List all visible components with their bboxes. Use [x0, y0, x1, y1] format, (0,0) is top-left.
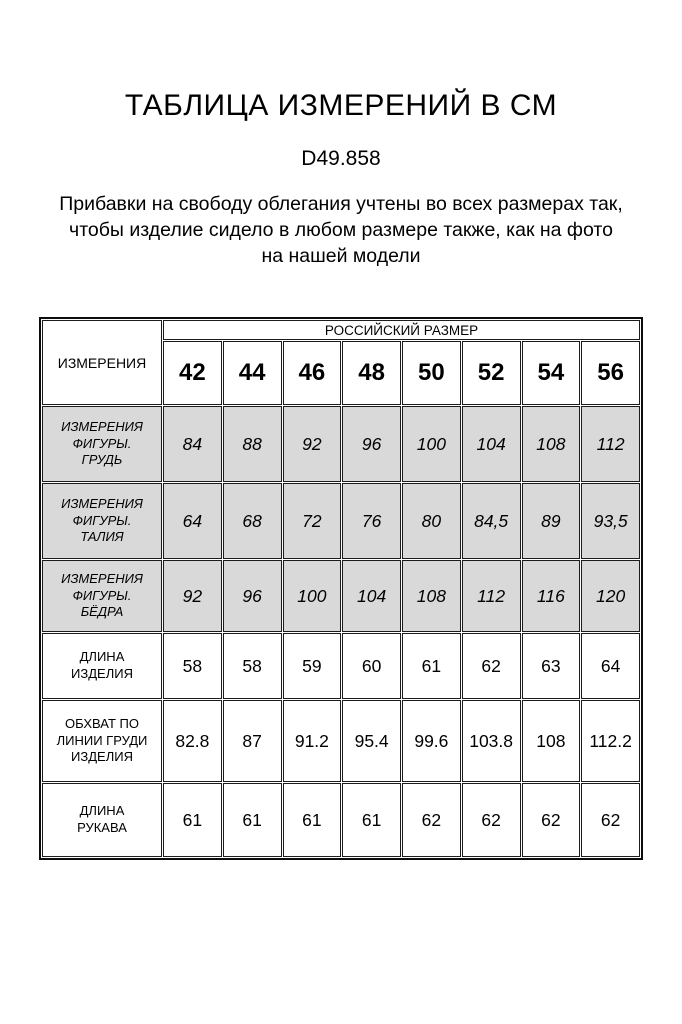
russian-size-header-cell: РОССИЙСКИЙ РАЗМЕР [163, 320, 640, 340]
value-cell: 92 [163, 560, 222, 632]
value-cell: 84 [163, 406, 222, 482]
table-row [42, 560, 640, 632]
value-cell: 108 [522, 700, 581, 782]
value-cell: 64 [163, 483, 222, 559]
value-cell: 62 [402, 783, 461, 857]
size-column-header: 42 [163, 341, 222, 405]
size-column-header: 52 [462, 341, 521, 405]
value-cell: 92 [283, 406, 342, 482]
value-cell: 120 [581, 560, 640, 632]
value-cell: 63 [522, 633, 581, 699]
table-row [42, 633, 640, 699]
value-cell: 58 [223, 633, 282, 699]
product-code: D49.858 [301, 147, 381, 170]
table-row [42, 700, 640, 782]
value-cell: 64 [581, 633, 640, 699]
row-label: ИЗМЕРЕНИЯ ФИГУРЫ. ТАЛИЯ [42, 483, 162, 559]
value-cell: 76 [342, 483, 401, 559]
value-cell: 100 [283, 560, 342, 632]
value-cell: 95.4 [342, 700, 401, 782]
size-table [39, 317, 643, 860]
fit-note-line: чтобы изделие сидело в любом размере также, как на фото [69, 219, 613, 241]
size-column-header: 50 [402, 341, 461, 405]
value-cell: 99.6 [402, 700, 461, 782]
value-cell: 61 [402, 633, 461, 699]
value-cell: 104 [342, 560, 401, 632]
value-cell: 60 [342, 633, 401, 699]
value-cell: 58 [163, 633, 222, 699]
value-cell: 59 [283, 633, 342, 699]
value-cell: 61 [223, 783, 282, 857]
value-cell: 80 [402, 483, 461, 559]
value-cell: 62 [581, 783, 640, 857]
fit-note [0, 191, 682, 269]
row-label: ИЗМЕРЕНИЯ ФИГУРЫ. ГРУДЬ [42, 406, 162, 482]
size-column-header: 46 [283, 341, 342, 405]
value-cell: 88 [223, 406, 282, 482]
value-cell: 62 [462, 633, 521, 699]
row-label: ДЛИНА РУКАВА [42, 783, 162, 857]
value-cell: 91.2 [283, 700, 342, 782]
fit-note-line: на нашей модели [261, 245, 421, 267]
value-cell: 112 [581, 406, 640, 482]
value-cell: 96 [342, 406, 401, 482]
value-cell: 62 [522, 783, 581, 857]
value-cell: 108 [402, 560, 461, 632]
table-group-header-row [42, 320, 640, 340]
table-row [42, 483, 640, 559]
value-cell: 100 [402, 406, 461, 482]
value-cell: 96 [223, 560, 282, 632]
table-row [42, 406, 640, 482]
size-column-header: 56 [581, 341, 640, 405]
value-cell: 103.8 [462, 700, 521, 782]
row-label: ДЛИНА ИЗДЕЛИЯ [42, 633, 162, 699]
value-cell: 108 [522, 406, 581, 482]
value-cell: 82.8 [163, 700, 222, 782]
value-cell: 61 [163, 783, 222, 857]
value-cell: 72 [283, 483, 342, 559]
row-label: ОБХВАТ ПО ЛИНИИ ГРУДИ ИЗДЕЛИЯ [42, 700, 162, 782]
value-cell: 68 [223, 483, 282, 559]
size-column-header: 54 [522, 341, 581, 405]
size-column-header: 48 [342, 341, 401, 405]
measurements-corner-cell: ИЗМЕРЕНИЯ [42, 320, 162, 405]
value-cell: 61 [342, 783, 401, 857]
value-cell: 84,5 [462, 483, 521, 559]
row-label: ИЗМЕРЕНИЯ ФИГУРЫ. БЁДРА [42, 560, 162, 632]
value-cell: 89 [522, 483, 581, 559]
size-column-header: 44 [223, 341, 282, 405]
value-cell: 112 [462, 560, 521, 632]
value-cell: 93,5 [581, 483, 640, 559]
value-cell: 116 [522, 560, 581, 632]
value-cell: 87 [223, 700, 282, 782]
value-cell: 104 [462, 406, 521, 482]
page-title: ТАБЛИЦА ИЗМЕРЕНИЙ В СМ [124, 89, 558, 122]
table-row [42, 783, 640, 857]
fit-note-line: Прибавки на свободу облегания учтены во всех размерах так, [59, 193, 623, 215]
value-cell: 112.2 [581, 700, 640, 782]
value-cell: 62 [462, 783, 521, 857]
value-cell: 61 [283, 783, 342, 857]
